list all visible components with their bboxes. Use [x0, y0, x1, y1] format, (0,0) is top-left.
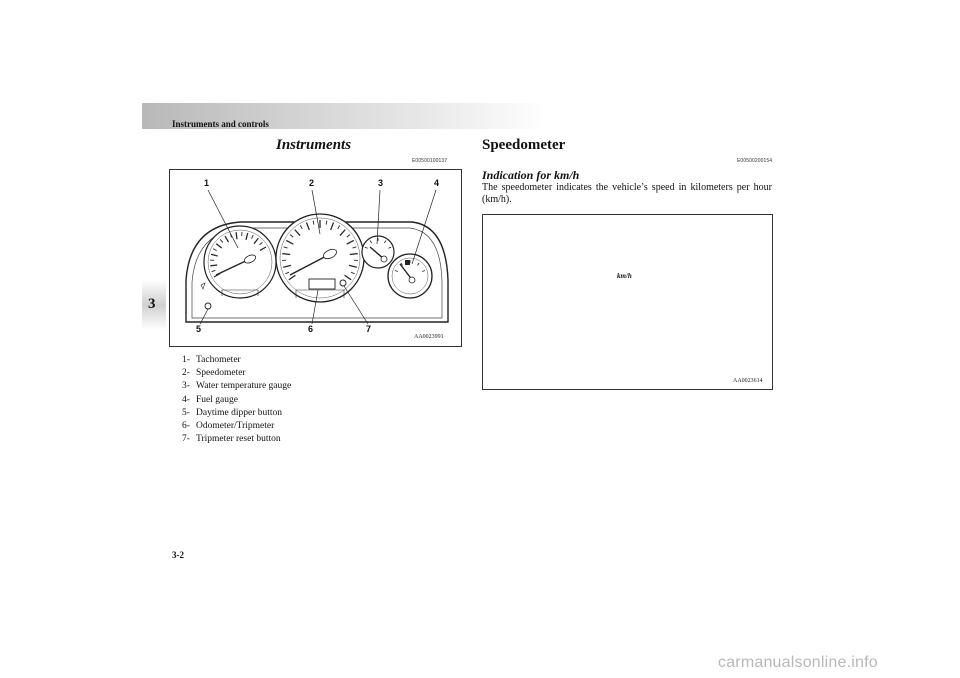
- cluster-figure-id: AA0023991: [414, 334, 444, 340]
- legend-item: 4- Fuel gauge: [182, 394, 238, 405]
- callout-3: 3: [378, 178, 384, 188]
- running-header: Instruments and controls: [172, 119, 269, 129]
- fuel-gauge: [388, 254, 432, 298]
- callout-5: 5: [196, 324, 202, 334]
- instruments-code: E00500100137: [412, 158, 448, 164]
- legend-item: 1- Tachometer: [182, 355, 241, 365]
- legend-item: 6- Odometer/Tripmeter: [182, 421, 275, 432]
- speedometer-description: The speedometer indicates the vehicle’s speed in kilometers per hour (km/h).: [482, 182, 772, 205]
- callout-2: 2: [309, 178, 315, 188]
- legend-item: 2- Speedometer: [182, 368, 246, 379]
- chapter-number: 3: [148, 296, 156, 312]
- instruments-title: Instruments: [276, 137, 352, 153]
- speedometer-title: Speedometer: [482, 137, 566, 153]
- tachometer-gauge: [204, 226, 276, 298]
- speedometer-unit-label: km/h: [617, 272, 632, 280]
- legend-item: 5- Daytime dipper button: [182, 407, 283, 418]
- page-number: 3-2: [172, 550, 184, 560]
- speedometer-figure: [482, 214, 773, 390]
- km-h-subheading: Indication for km/h: [482, 168, 580, 182]
- speedometer-gauge: [276, 214, 364, 302]
- water-temperature-gauge: [362, 236, 394, 268]
- legend-item: 7- Tripmeter reset button: [182, 434, 281, 445]
- watermark: carmanualsonline.info: [718, 654, 878, 671]
- speedometer-code: E00500200154: [737, 158, 773, 164]
- legend-item: 3- Water temperature gauge: [182, 381, 292, 392]
- callout-6: 6: [308, 324, 314, 334]
- callout-7: 7: [366, 324, 372, 334]
- callout-1: 1: [204, 178, 210, 188]
- speedometer-figure-id: AA0023614: [733, 378, 763, 384]
- callout-4: 4: [434, 178, 440, 188]
- instrument-legend: [170, 354, 291, 446]
